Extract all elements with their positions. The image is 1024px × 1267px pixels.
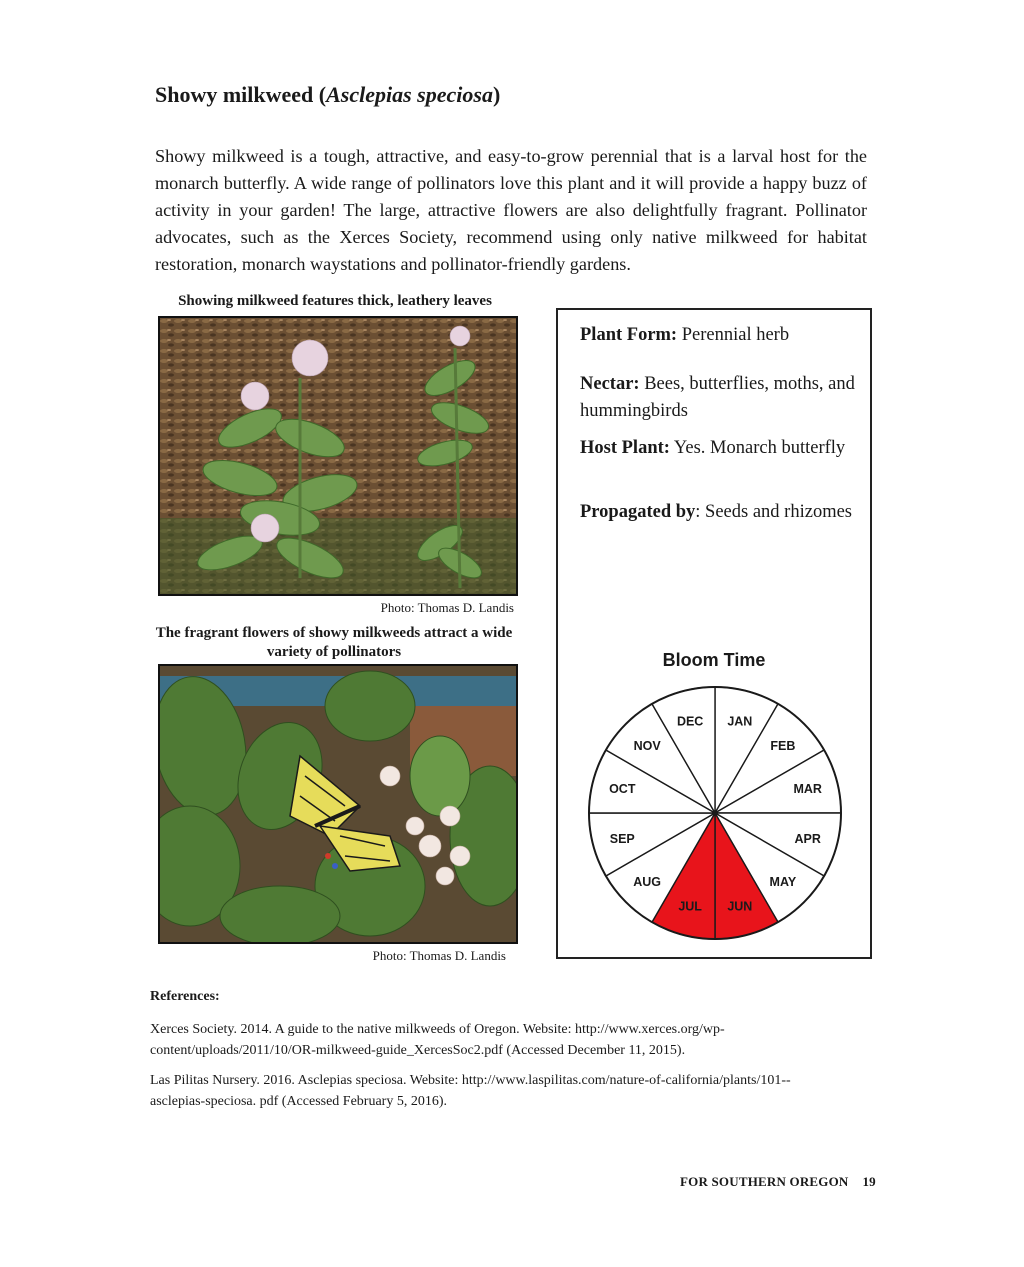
footer-text: FOR SOUTHERN OREGON (680, 1174, 849, 1189)
page-number: 19 (862, 1174, 876, 1189)
nectar-value: Bees, butterflies, moths, and hummingbirds (580, 374, 855, 421)
nectar-label: Nectar: (580, 374, 640, 394)
bloom-month-label: OCT (609, 782, 636, 797)
bloom-time-wheel (586, 684, 844, 942)
bloom-month-label: JAN (727, 714, 753, 729)
photo-swallowtail (158, 664, 518, 944)
bloom-month-label: APR (794, 831, 821, 846)
bloom-month-label: AUG (633, 874, 662, 889)
photo1-credit: Photo: Thomas D. Landis (380, 600, 514, 615)
plant-info-box (556, 308, 872, 959)
propagated-row (580, 499, 860, 526)
reference-item: Xerces Society. 2014. A guide to the native milkweeds of Oregon. Website: http://www.xerces.org/wp-content/uploads/2011/10/OR-milkweed-guide_XercesSoc2.pdf (Accessed December 11, 2015). (150, 1022, 725, 1058)
milkweed-leaves-image (160, 318, 516, 594)
page-footer (680, 1174, 876, 1190)
bloom-month-label: FEB (770, 739, 796, 754)
bloom-month-label: MAR (793, 782, 822, 797)
intro-paragraph: Showy milkweed is a tough, attractive, and easy-to-grow perennial that is a larval host for the monarch butterfly. A wide range of pollinators love this plant and it will provide a happy buzz of activity in your garden! The large, attractive flowers are also delightfully fragrant. Pollinator advocates, such as the Xerces Society, recommend using only native milkweed for habitat restoration, monarch waystations and pollinator-friendly gardens. (155, 146, 867, 274)
bloom-month-label: MAY (769, 874, 797, 889)
host-plant-row (580, 435, 860, 462)
title-common: Showy milkweed ( (155, 82, 327, 107)
plant-form-value: Perennial herb (677, 325, 790, 345)
title-scientific: Asclepias speciosa (326, 82, 493, 107)
bloom-month-label: JUL (678, 899, 702, 914)
references-heading: References: (150, 989, 220, 1004)
reference-item: Las Pilitas Nursery. 2016. Asclepias speciosa. Website: http://www.laspilitas.com/nature-of-california/plants/101--asclepias-speciosa. pdf (Accessed February 5, 2016). (150, 1073, 791, 1109)
nectar-row (580, 371, 860, 425)
swallowtail-butterfly-image (160, 666, 516, 942)
propagated-value: : Seeds and rhizomes (695, 502, 852, 522)
photo-milkweed-leaves (158, 316, 518, 596)
photo2-caption: The fragrant flowers of showy milkweeds attract a wide variety of pollinators (155, 625, 513, 660)
bloom-time-title: Bloom Time (662, 650, 766, 670)
bloom-month-label: JUN (727, 899, 753, 914)
page-title (155, 82, 500, 108)
title-close: ) (492, 82, 501, 107)
plant-form-label: Plant Form: (580, 325, 678, 345)
propagated-label: Propagated by (580, 502, 696, 522)
host-plant-value: Yes. Monarch butterfly (669, 438, 846, 458)
bloom-month-label: DEC (676, 714, 704, 729)
photo2-credit: Photo: Thomas D. Landis (372, 948, 506, 963)
photo1-caption: Showing milkweed features thick, leathery leaves (178, 293, 492, 309)
host-plant-label: Host Plant: (580, 438, 670, 458)
bloom-month-label: SEP (609, 831, 635, 846)
plant-form-row (580, 322, 860, 349)
bloom-month-label: NOV (633, 739, 661, 754)
